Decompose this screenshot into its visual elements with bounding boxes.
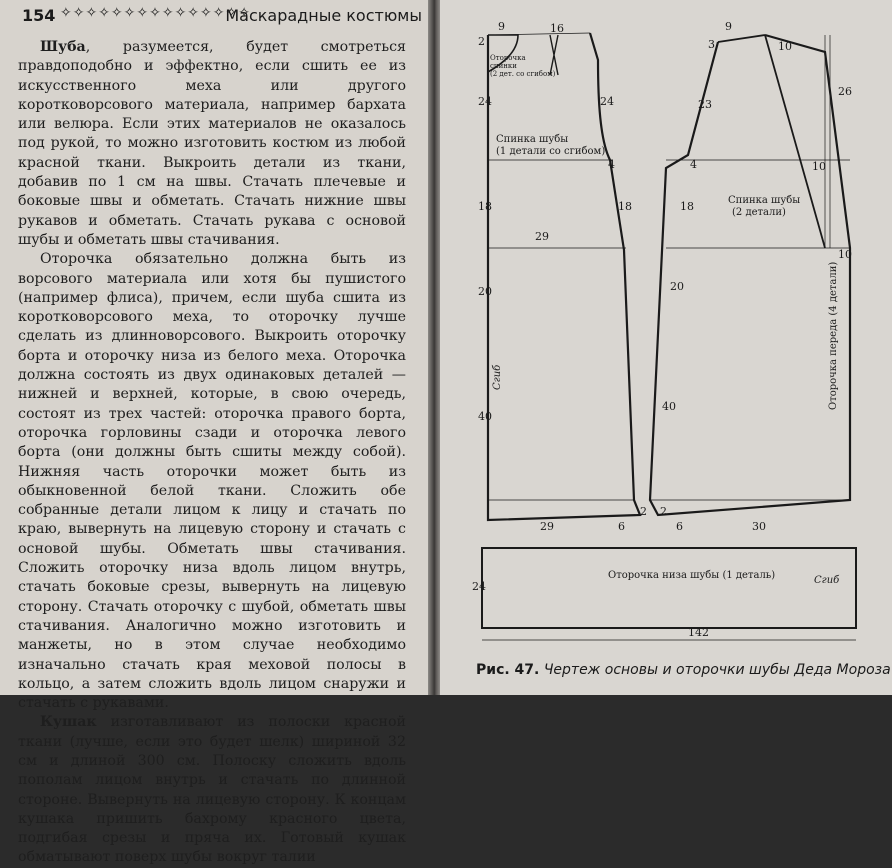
right-page xyxy=(440,0,892,695)
dim-hem-142: 142 xyxy=(688,626,709,639)
dim-front-30: 30 xyxy=(752,520,766,533)
back-top-line xyxy=(488,33,590,35)
dim-front-26: 26 xyxy=(838,85,852,98)
back-piece-outline xyxy=(488,33,640,520)
running-header xyxy=(22,4,422,28)
dim-front-18: 18 xyxy=(680,200,694,213)
dim-front-20: 20 xyxy=(670,280,684,293)
back-guide-lines xyxy=(488,160,634,500)
body-text xyxy=(18,38,406,868)
dim-back-16: 16 xyxy=(550,22,564,35)
dim-front-3: 3 xyxy=(708,38,715,51)
front-piece-outline xyxy=(650,35,850,515)
dim-front-10a: 10 xyxy=(778,40,792,53)
front-shoulder xyxy=(718,35,765,42)
paragraph-trim: Оторочка обязательно должна быть из ворсового материала или хотя бы пушистого (например флиса), причем, если шуба сшита из коротковорсового меха, то оторочку лучше сделать из длинноворсового. Выкроить оторочку борта и оторочку низа из белого меха. Оторочка должна состоять из двух одинаковых деталей — нижней и верхней, которые, в свою очередь, состоят из трех частей: оторочка правого борта, оторочка горловины сзади и оторочка левого борта (они должны быть сшиты между собой). Нижняя часть оторочки может быть из обыкновенной белой ткани. Сложить обе собранные детали лицом к лицу и стачать по краю, вывернуть на лицевую сторону и стачать с основой шубы. Обметать швы стачивания. Сложить оторочку низа вдоль лицом внутрь, стачать боковые срезы, вывернуть на лицевую сторону. Стачать оторочку с шубой, обметать швы стачивания. Аналогично можно изготовить и манжеты, но в этом случае необходимо изначально стачать края меховой полосы в кольцо, а затем сложить вдоль лицом снаружи и стачать с рукавами. xyxy=(18,251,406,712)
dim-back-9: 9 xyxy=(498,20,505,33)
term-shuba: Шуба xyxy=(40,39,86,55)
front-facing-label: Оторочка переда (4 детали) xyxy=(828,261,839,410)
dim-front-23: 23 xyxy=(698,98,712,111)
dim-back-18a: 18 xyxy=(478,200,492,213)
dim-back-20: 20 xyxy=(478,285,492,298)
page-number: 154 xyxy=(22,6,56,25)
front-label-line2: (2 детали) xyxy=(732,207,786,218)
term-kushak: Кушак xyxy=(40,714,97,731)
back-facing-line2: спинки xyxy=(490,62,517,70)
front-label-line1: Спинка шубы xyxy=(728,195,801,206)
hem-label: Оторочка низа шубы (1 деталь) xyxy=(608,570,776,581)
left-page xyxy=(0,0,430,866)
dim-front-10b: 10 xyxy=(838,248,852,261)
figure-caption xyxy=(476,662,891,678)
dim-front-40: 40 xyxy=(662,400,676,413)
hem-fold-label: Сгиб xyxy=(814,575,840,586)
back-fold-label: Сгиб xyxy=(492,364,503,390)
dim-back-40: 40 xyxy=(478,410,492,423)
paragraph-sash xyxy=(18,713,406,867)
back-label-line1: Спинка шубы xyxy=(496,134,569,145)
dim-front-6: 6 xyxy=(676,520,683,533)
hem-facing-rect xyxy=(482,548,856,628)
dim-back-4: 4 xyxy=(608,158,615,171)
figure-number: Рис. 47. xyxy=(476,662,540,678)
dim-back-24b: 24 xyxy=(600,95,614,108)
paragraph-fur-coat xyxy=(18,38,406,250)
dim-front-2: 2 xyxy=(660,505,667,518)
back-facing-lines xyxy=(550,35,558,75)
header-ornament: ✧✧✧✧✧✧✧✧✧✧✧✧✧✧✧ xyxy=(60,5,251,21)
back-facing-line3: (2 дет. со сгибом) xyxy=(490,70,556,78)
back-label-line2: (1 детали со сгибом) xyxy=(496,146,606,157)
dim-front-10c: 10 xyxy=(812,160,826,173)
dim-back-18b: 18 xyxy=(618,200,632,213)
pattern-drawing xyxy=(440,0,892,695)
back-facing-line1: Оторочка xyxy=(490,54,526,62)
paragraph-text: изготавливают из полоски красной ткани (лучше, если это будет шелк) шириной 32 см и длиной 300 см. Полоску сложить вдоль пополам лицом внутрь и стачать по длинной стороне. Вывернуть на лицевую сторону. К концам кушака пришить бахрому красного цвета, подгибая срезы и пряча их. Готовый кушак обматывают поверх шубы вокруг талии xyxy=(18,714,406,866)
dim-back-29a: 29 xyxy=(535,230,549,243)
dim-back-6: 6 xyxy=(618,520,625,533)
dim-back-2: 2 xyxy=(478,35,485,48)
dim-front-4: 4 xyxy=(690,158,697,171)
dim-back-24a: 24 xyxy=(478,95,492,108)
chapter-title: Маскарадные костюмы xyxy=(225,6,422,25)
paragraph-text: , разумеется, будет смотреться правдоподобно и эффектно, если сшить ее из искусственного меха или другого коротковорсового материала, например бархата или велюра. Если этих материалов не оказалось под рукой, то можно изготовить костюм из любой красной ткани. Выкроить детали из ткани, добавив по 1 см на швы. Стачать плечевые и боковые швы и обметать. Стачать нижние швы рукавов и обметать. Стачать рукава с основой шубы и обметать швы стачивания. xyxy=(18,39,406,248)
figure-caption-text: Чертеж основы и оторочки шубы Деда Мороза xyxy=(543,662,891,678)
dim-back-2b: 2 xyxy=(640,505,647,518)
dim-front-9: 9 xyxy=(725,20,732,33)
dim-back-29b: 29 xyxy=(540,520,554,533)
dim-hem-24: 24 xyxy=(472,580,486,593)
